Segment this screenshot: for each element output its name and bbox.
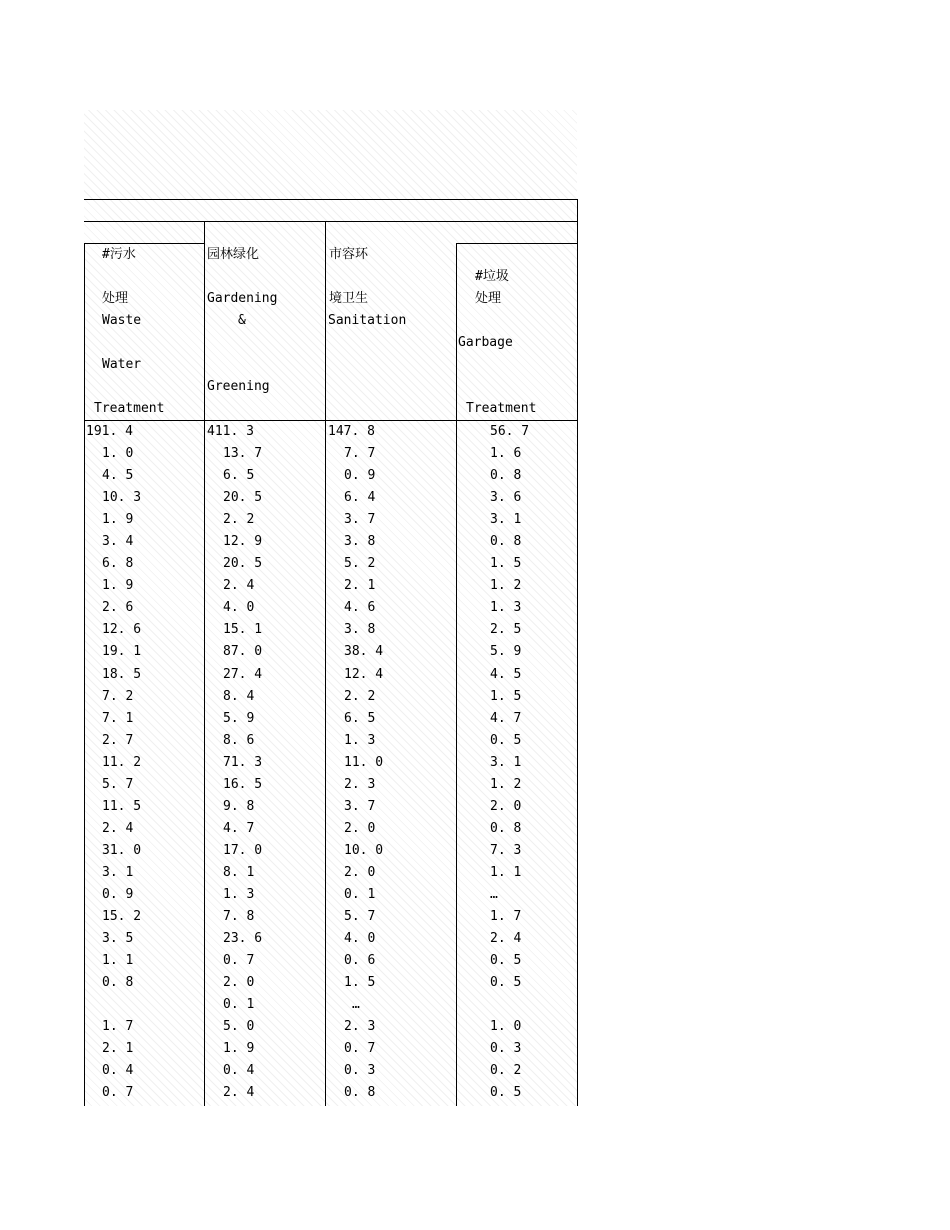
table-cell: 4. 0 (223, 600, 255, 616)
table-cell: 1. 7 (490, 909, 522, 925)
table-cell: 1. 2 (490, 776, 522, 792)
table-cell: 8. 1 (223, 864, 255, 880)
header-line: 市容环 (329, 247, 369, 262)
table-cell: 5. 9 (490, 644, 522, 660)
table-cell: 5. 0 (223, 1019, 255, 1035)
table-cell: 2. 4 (490, 931, 522, 947)
table-cell: 3. 5 (102, 931, 134, 947)
table-cell: 0. 8 (490, 534, 522, 550)
column-divider-2 (325, 221, 326, 1106)
header-line: & (238, 313, 246, 328)
table-cell: 13. 7 (223, 446, 263, 462)
table-cell: 16. 5 (223, 776, 263, 792)
table-cell: 0. 6 (344, 953, 376, 969)
table-left-border (84, 243, 85, 1106)
table-cell: 11. 0 (344, 754, 384, 770)
table-cell: 18. 5 (102, 666, 142, 682)
table-cell: 2. 0 (223, 975, 255, 991)
table-cell: 0. 4 (223, 1063, 255, 1079)
table-cell: 4. 7 (223, 820, 255, 836)
table-cell: 2. 5 (490, 622, 522, 638)
table-cell: 0. 5 (490, 1085, 522, 1101)
table-cell: 1. 1 (490, 864, 522, 880)
column-divider-1 (204, 221, 205, 1106)
table-cell: 10. 0 (344, 842, 384, 858)
table-cell: 0. 4 (102, 1063, 134, 1079)
table-cell: 1. 3 (490, 600, 522, 616)
table-cell: 0. 8 (102, 975, 134, 991)
table-cell: 20. 5 (223, 556, 263, 572)
table-cell: 5. 7 (102, 776, 134, 792)
table-cell: 2. 4 (102, 820, 134, 836)
table-cell: 0. 8 (344, 1085, 376, 1101)
table-cell: 11. 5 (102, 798, 142, 814)
table-cell: 2. 0 (344, 820, 376, 836)
header-line: Gardening (207, 291, 278, 306)
table-cell: 1. 9 (102, 512, 134, 528)
table-cell: 2. 2 (344, 688, 376, 704)
table-cell: 5. 7 (344, 909, 376, 925)
column-sanitation-values (328, 421, 384, 1104)
table-cell: 71. 3 (223, 754, 263, 770)
table-cell: 4. 5 (490, 666, 522, 682)
header-line: Water (102, 357, 142, 372)
table-cell: 15. 1 (223, 622, 263, 638)
table-cell: 0. 5 (490, 732, 522, 748)
table-cell: 2. 7 (102, 732, 134, 748)
table-cell: 4. 0 (344, 931, 376, 947)
table-cell: 6. 5 (223, 468, 255, 484)
table-cell: 5. 9 (223, 710, 255, 726)
table-cell: 0. 5 (490, 975, 522, 991)
table-cell: 3. 6 (490, 490, 522, 506)
table-cell: 2. 4 (223, 578, 255, 594)
table-cell: 1. 0 (490, 1019, 522, 1035)
table-cell: 6. 8 (102, 556, 134, 572)
column-garbage-values (490, 421, 529, 1104)
table-cell: 1. 1 (102, 953, 134, 969)
table-cell: 0. 7 (102, 1085, 134, 1101)
header-line: #垃圾 (475, 269, 509, 284)
column-waste-water-values (86, 421, 142, 1104)
table-cell: 3. 4 (102, 534, 134, 550)
table-cell: 17. 0 (223, 842, 263, 858)
table-cell: 1. 3 (223, 886, 255, 902)
header-line: Garbage (458, 335, 513, 350)
table-cell: 0. 7 (344, 1041, 376, 1057)
table-cell: 27. 4 (223, 666, 263, 682)
header-line: 处理 (102, 291, 129, 306)
table-cell: 20. 5 (223, 490, 263, 506)
header-line: #污水 (102, 247, 136, 262)
table-cell: 191. 4 (86, 424, 133, 439)
column-gardening-values (207, 421, 263, 1104)
table-cell: 2. 4 (223, 1085, 255, 1101)
header-line: Treatment (94, 401, 165, 416)
table-cell: 9. 8 (223, 798, 255, 814)
table-cell: 2. 6 (102, 600, 134, 616)
table-cell: 1. 5 (490, 556, 522, 572)
table-cell: 8. 4 (223, 688, 255, 704)
table-cell: 0. 2 (490, 1063, 522, 1079)
table-cell: 0. 7 (223, 953, 255, 969)
header-line: 园林绿化 (207, 247, 260, 262)
header-divider-2-right (456, 243, 578, 244)
table-cell: 3. 1 (490, 512, 522, 528)
table-cell: 56. 7 (490, 424, 530, 439)
table-cell: 1. 9 (102, 578, 134, 594)
table-cell: 38. 4 (344, 644, 384, 660)
table-cell: 7. 7 (344, 446, 376, 462)
table-cell: 7. 2 (102, 688, 134, 704)
table-cell: 1. 2 (490, 578, 522, 594)
table-cell: 1. 9 (223, 1041, 255, 1057)
table-cell: 12. 4 (344, 666, 384, 682)
table-top-border (84, 199, 578, 200)
table-cell: 0. 9 (102, 886, 134, 902)
table-cell: 0. 3 (344, 1063, 376, 1079)
table-cell: 31. 0 (102, 842, 142, 858)
table-cell: 1. 0 (102, 446, 134, 462)
table-cell: 8. 6 (223, 732, 255, 748)
table-cell: 1. 5 (344, 975, 376, 991)
table-cell: … (352, 997, 360, 1013)
table-cell: 15. 2 (102, 909, 142, 925)
header-line: Greening (207, 379, 270, 394)
table-cell: 2. 1 (344, 578, 376, 594)
table-cell: 3. 8 (344, 534, 376, 550)
table-cell: 4. 6 (344, 600, 376, 616)
table-cell: 1. 6 (490, 446, 522, 462)
table-cell: 5. 2 (344, 556, 376, 572)
table-cell: 12. 9 (223, 534, 263, 550)
table-cell: 3. 7 (344, 512, 376, 528)
header-line: Treatment (466, 401, 537, 416)
table-cell: 4. 5 (102, 468, 134, 484)
header-line: Waste (102, 313, 142, 328)
table-cell (102, 994, 141, 1016)
table-cell: 23. 6 (223, 931, 263, 947)
header-divider-1 (84, 221, 578, 222)
table-cell: 7. 8 (223, 909, 255, 925)
table-cell: 87. 0 (223, 644, 263, 660)
table-cell: 2. 2 (223, 512, 255, 528)
table-cell: 7. 1 (102, 710, 134, 726)
table-cell (490, 994, 529, 1016)
table-cell: 1. 7 (102, 1019, 134, 1035)
table-cell: 1. 3 (344, 732, 376, 748)
table-cell: 2. 3 (344, 1019, 376, 1035)
table-cell: 0. 8 (490, 820, 522, 836)
table-cell: 3. 7 (344, 798, 376, 814)
table-cell: 0. 8 (490, 468, 522, 484)
table-cell: 2. 1 (102, 1041, 134, 1057)
table-cell: 0. 1 (223, 997, 255, 1013)
table-cell: 12. 6 (102, 622, 142, 638)
table-cell: 2. 3 (344, 776, 376, 792)
table-cell: 19. 1 (102, 644, 142, 660)
table-cell: 411. 3 (207, 424, 254, 439)
header-line: Sanitation (328, 313, 407, 328)
column-divider-3 (456, 243, 457, 1106)
table-cell: 4. 7 (490, 710, 522, 726)
table-cell: 3. 8 (344, 622, 376, 638)
table-cell: 0. 3 (490, 1041, 522, 1057)
table-cell: 0. 5 (490, 953, 522, 969)
table-cell: 11. 2 (102, 754, 142, 770)
table-cell: 147. 8 (328, 424, 375, 439)
table-cell: 3. 1 (490, 754, 522, 770)
table-cell: 1. 5 (490, 688, 522, 704)
table-cell: 0. 1 (344, 886, 376, 902)
table-cell: 2. 0 (344, 864, 376, 880)
table-cell: 0. 9 (344, 468, 376, 484)
table-cell: 6. 4 (344, 490, 376, 506)
table-cell: 2. 0 (490, 798, 522, 814)
table-cell: 3. 1 (102, 864, 134, 880)
table-cell: 6. 5 (344, 710, 376, 726)
table-cell: 7. 3 (490, 842, 522, 858)
table-cell: 10. 3 (102, 490, 142, 506)
table-cell: … (490, 886, 498, 902)
table-right-border (577, 199, 578, 1106)
header-line: 境卫生 (329, 291, 369, 306)
header-line: 处理 (475, 291, 502, 306)
